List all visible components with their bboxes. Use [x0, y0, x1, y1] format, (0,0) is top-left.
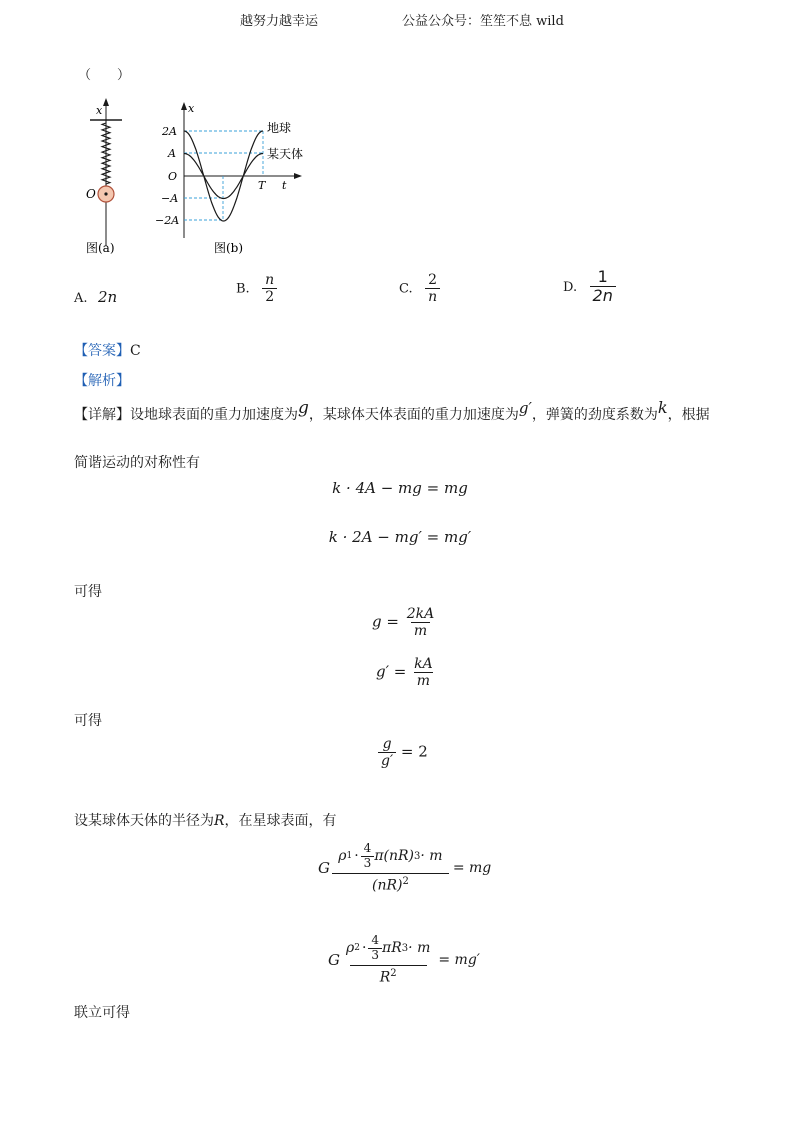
eq7-numerator: ρ 2 · $\frac{4}{3}$ π R 3 · m — [345, 933, 431, 962]
eq7-frac-den: 3 — [368, 948, 382, 963]
eq6-inner: (nR) — [383, 848, 414, 865]
label-earth: 地球 — [267, 121, 292, 135]
option-d-label: D. — [563, 279, 578, 295]
option-c-num: 2 — [428, 272, 438, 288]
answer-tag: 【答案】 — [74, 343, 130, 359]
eq7-G: G — [328, 950, 340, 969]
option-b[interactable] — [236, 272, 277, 305]
figure-b-graph — [148, 100, 318, 260]
graph-t-label: t — [282, 179, 287, 192]
figure-b-caption: 图(b) — [214, 241, 244, 255]
detail-text-4: ，根据 — [667, 407, 710, 423]
answer-bracket: （ ） — [78, 68, 131, 83]
answer-value: C — [130, 343, 141, 359]
option-d[interactable] — [563, 268, 616, 306]
eq6-numerator: ρ 1 · $\frac{4}{3}$ π (nR) 3 · m — [338, 841, 443, 870]
option-d-num: 1 — [597, 267, 608, 286]
option-a[interactable] — [74, 288, 117, 306]
eq6-pow: 3 — [414, 850, 421, 862]
eq3-lhs: g = — [372, 612, 399, 631]
option-b-label: B. — [236, 281, 250, 297]
symbol-g: g — [298, 398, 309, 418]
radius-line — [74, 810, 337, 830]
eq6-rhs: = mg — [452, 859, 492, 876]
tick-A: A — [168, 147, 176, 160]
eq6-frac-num: 4 — [363, 841, 372, 855]
eq7-frac-num: 4 — [371, 933, 380, 947]
eq7-rho-sub: 2 — [354, 943, 360, 954]
symbol-k: k — [657, 398, 668, 417]
eq6-rho-sub: 1 — [346, 851, 353, 862]
option-c-label: C. — [399, 281, 413, 297]
eq7-rhs: = mg′ — [438, 951, 480, 968]
mass-center — [104, 192, 107, 195]
text-lianli: 联立可得 — [74, 1005, 130, 1021]
eq6-den: (nR) — [371, 877, 403, 894]
detail-text-3: ，弹簧的劲度系数为 — [531, 407, 658, 423]
figure-a-arrow — [103, 98, 109, 106]
eq6-G: G — [318, 858, 330, 877]
figure-a-x-label: x — [96, 104, 103, 117]
symbol-R: R — [214, 813, 225, 829]
detail-line-1 — [74, 398, 710, 424]
label-other: 某天体 — [267, 147, 304, 161]
option-c-den: n — [425, 288, 440, 305]
option-d-den: 2n — [590, 286, 616, 305]
equation-1: k · 4A − mg = mg — [332, 479, 468, 497]
eq5-num: g — [382, 736, 392, 752]
tick-T: T — [258, 179, 266, 192]
eq5-den: g′ — [378, 752, 396, 769]
option-c[interactable] — [399, 272, 440, 305]
option-a-value: 2n — [97, 288, 118, 306]
eq7-pow: 3 — [401, 942, 409, 954]
eq6-den-pow: 2 — [402, 875, 409, 887]
equation-6 — [318, 842, 491, 893]
equation-3 — [372, 606, 437, 639]
eq7-den: R — [379, 969, 391, 986]
radius-text-2: ，在星球表面，有 — [224, 813, 337, 829]
eq4-num: kA — [414, 656, 433, 672]
header-slogan: 越努力越幸运 — [240, 14, 319, 29]
eq7-pi: π — [382, 940, 392, 957]
eq6-denominator — [332, 873, 449, 894]
figure-a-spring — [78, 96, 128, 261]
eq7-m: · m — [408, 940, 431, 957]
radius-text-1: 设某球体天体的半径为 — [74, 813, 214, 829]
eq4-lhs: g′ = — [376, 662, 407, 681]
detail-text-2: ，某球体天体表面的重力加速度为 — [308, 407, 519, 423]
text-kede-2: 可得 — [74, 713, 102, 729]
graph-origin: O — [168, 170, 178, 183]
analysis-line — [74, 370, 130, 390]
equation-2: k · 2A − mg′ = mg′ — [328, 528, 472, 546]
eq3-num: 2kA — [406, 606, 435, 622]
answer-line — [74, 340, 141, 360]
figure-a-origin: O — [86, 187, 96, 201]
eq7-R: R — [391, 940, 402, 957]
detail-line-2: 简谐运动的对称性有 — [74, 455, 200, 471]
eq4-den: m — [414, 672, 433, 689]
eq6-pi: π — [374, 848, 384, 865]
text-kede-1: 可得 — [74, 584, 102, 600]
equation-4 — [376, 656, 436, 689]
detail-tag: 【详解】 — [74, 407, 130, 423]
equation-5 — [378, 736, 428, 769]
figure-a-caption: 图(a) — [86, 241, 115, 255]
header-account: 公益公众号：笙笙不息 wild — [402, 14, 564, 29]
tick-neg-A: −A — [161, 192, 179, 205]
tick-neg-2A: −2A — [155, 214, 180, 227]
tick-2A: 2A — [162, 125, 177, 138]
eq6-frac-den: 3 — [361, 856, 375, 871]
eq6-rho: ρ — [338, 848, 347, 865]
equation-7 — [328, 934, 480, 985]
option-a-label: A. — [74, 291, 88, 306]
eq7-rho: ρ — [345, 940, 355, 957]
option-b-num: n — [265, 272, 275, 288]
option-b-den: 2 — [262, 288, 277, 305]
eq7-den-pow: 2 — [390, 967, 397, 979]
eq6-m: · m — [420, 848, 443, 865]
analysis-tag: 【解析】 — [74, 373, 130, 389]
graph-y-label: x — [188, 102, 195, 115]
eq5-rhs: = 2 — [400, 742, 428, 761]
symbol-g-prime: g′ — [518, 399, 532, 417]
detail-text-1: 设地球表面的重力加速度为 — [130, 407, 298, 423]
eq3-den: m — [411, 622, 430, 639]
eq7-denominator — [350, 965, 427, 986]
